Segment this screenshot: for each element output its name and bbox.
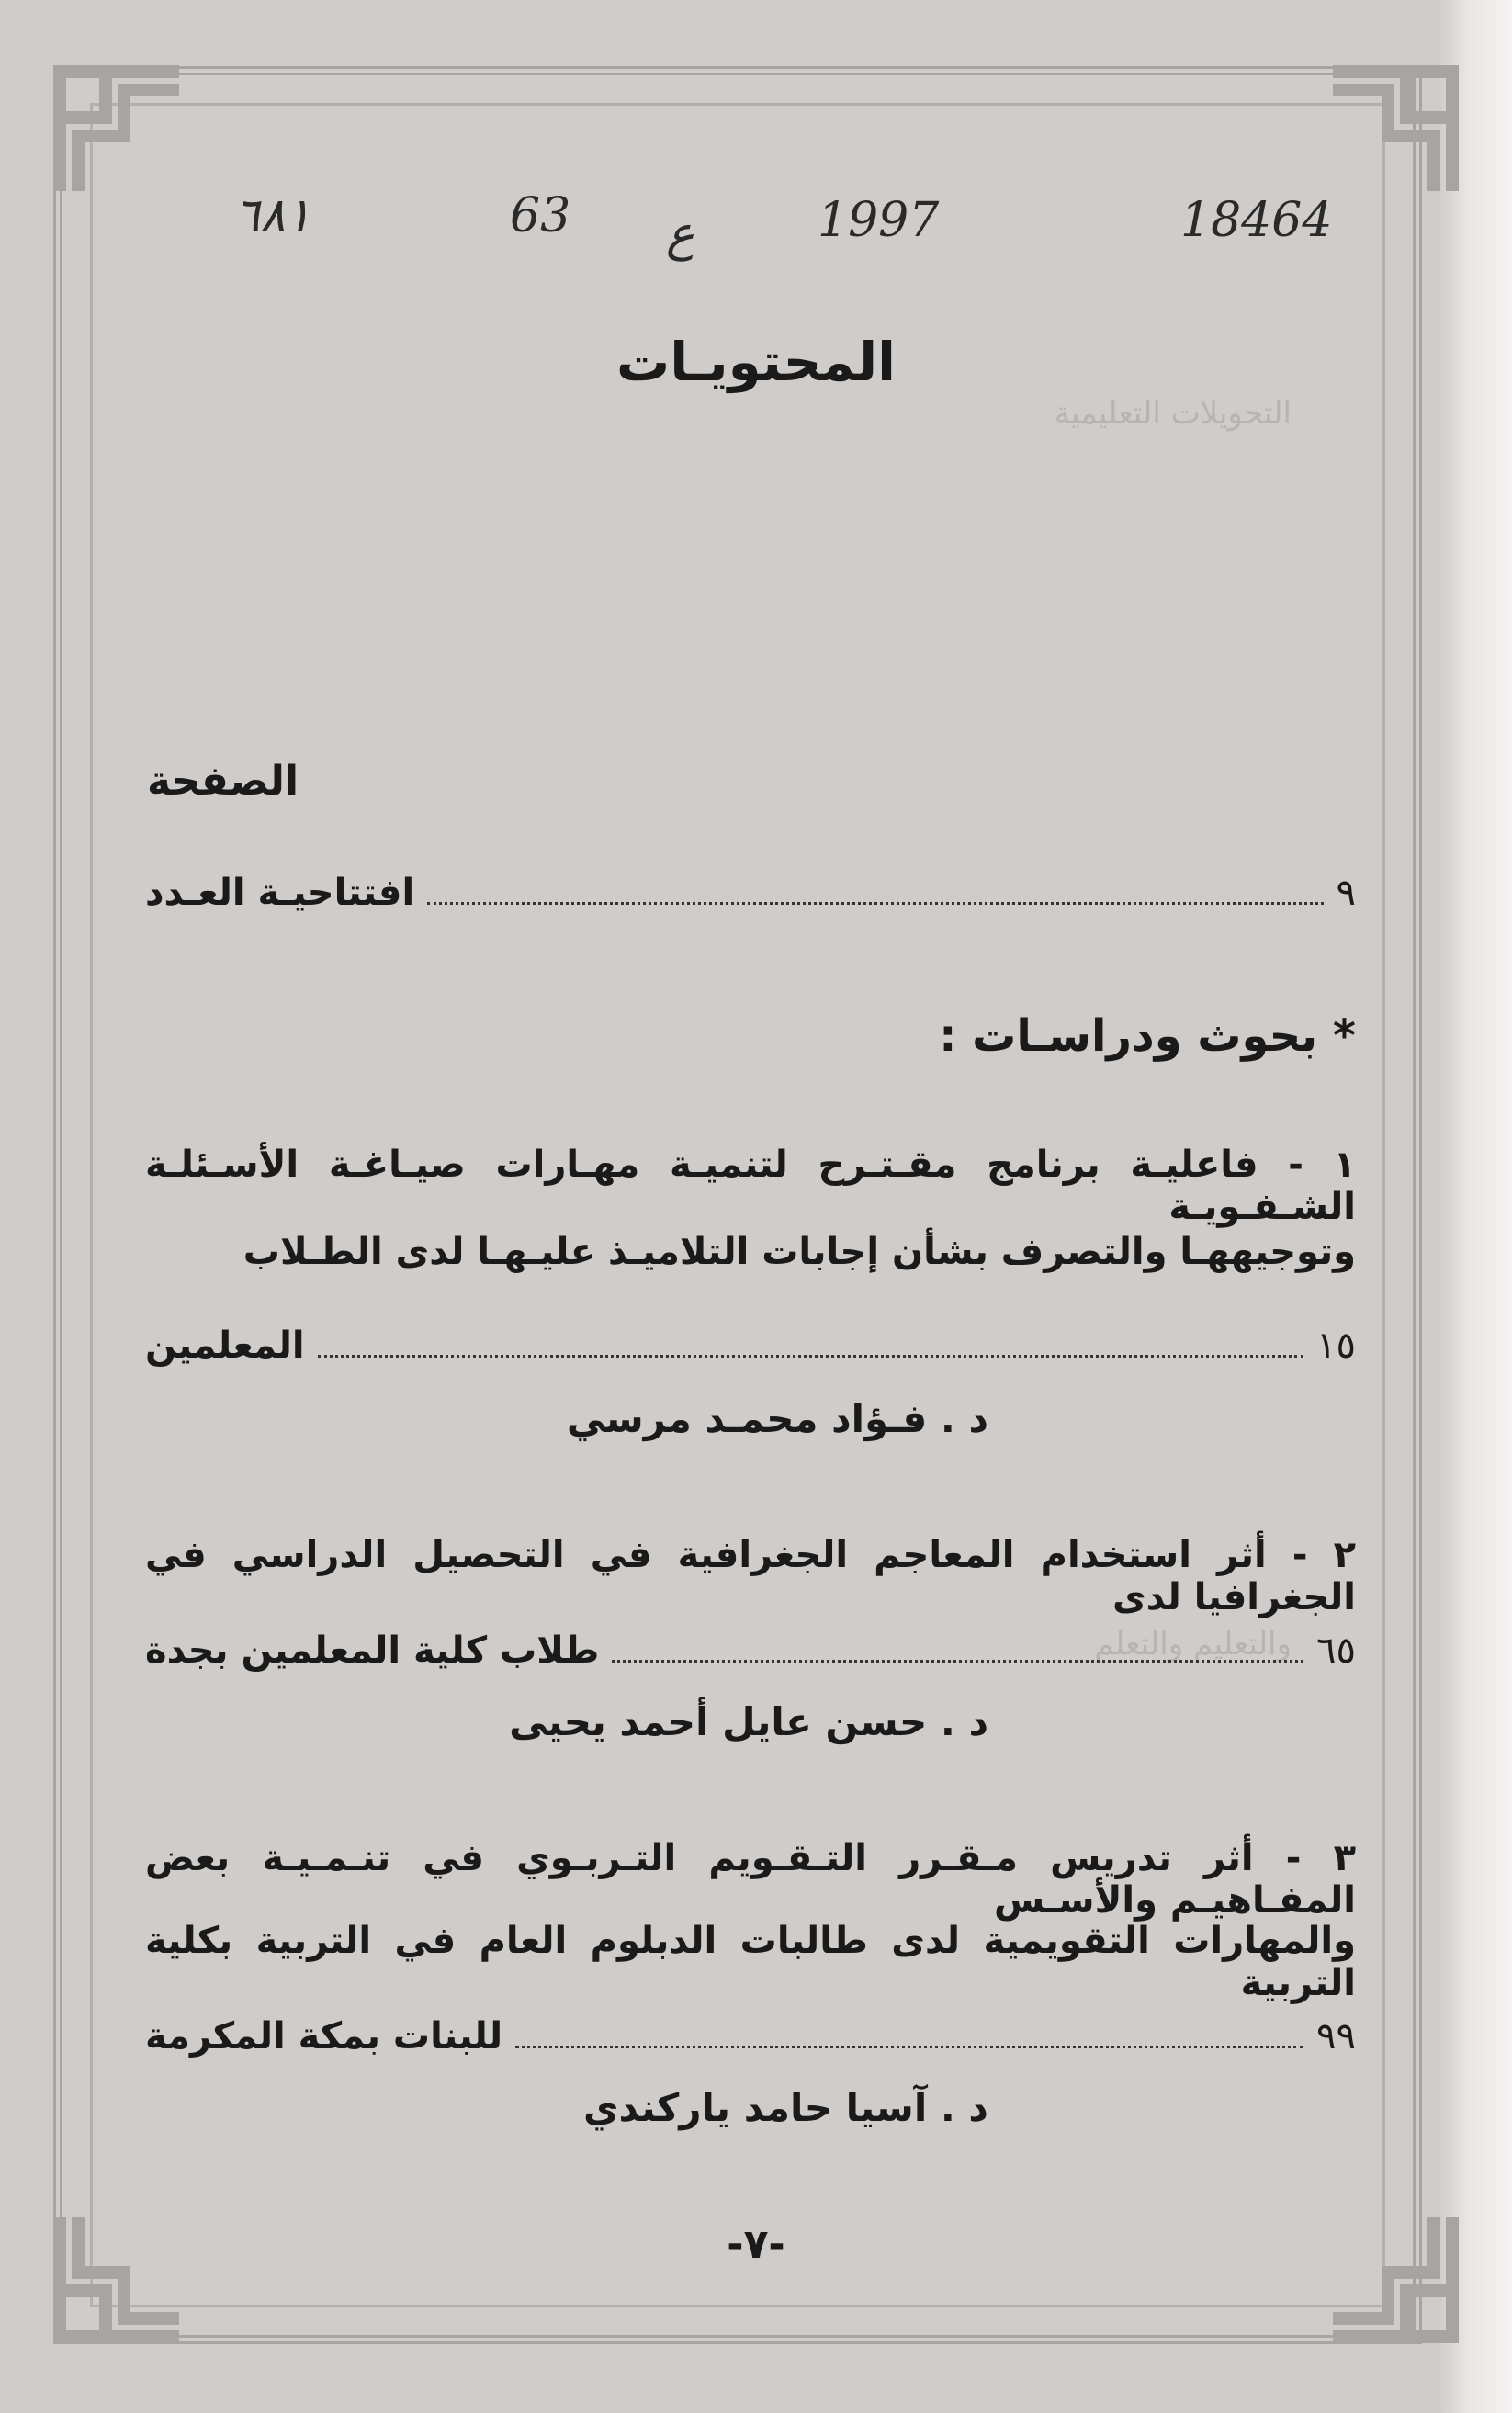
handwritten-volume: 63	[510, 188, 571, 243]
handwritten-ref-right: 18464	[1180, 193, 1333, 248]
toc-entry-title: افتتاحيـة العـدد	[145, 872, 415, 914]
toc-entry-line: ٢ - أثر استخدام المعاجم الجغرافية في التحصيل الدراسي في الجغرافيا لدى	[145, 1534, 1356, 1618]
page-column-header: الصفحة	[147, 758, 299, 805]
toc-entry-page: ٩	[1336, 872, 1356, 914]
toc-entry-author: د . آسيا حامد ياركندي	[583, 2085, 988, 2130]
page-title: المحتويـات	[615, 331, 897, 393]
toc-entry-2	[145, 1617, 1356, 1672]
corner-ornament-icon	[51, 62, 188, 200]
leader-dots	[515, 2046, 1303, 2048]
toc-entry-line: وتوجيههـا والتصرف بشأن إجابات التلاميـذ عليـهـا لدى الطـلاب	[243, 1231, 1356, 1273]
handwritten-year: 1997	[818, 193, 940, 248]
toc-entry-title: طلاب كلية المعلمين بجدة	[145, 1629, 600, 1672]
handwritten-issue: ع	[666, 207, 695, 262]
toc-entry-title: للبنات بمكة المكرمة	[145, 2015, 503, 2058]
toc-entry-line: والمهارات التقويمية لدى طالبات الدبلوم العام في التربية بكلية التربية	[145, 1920, 1356, 2004]
toc-entry-page: ٩٩	[1316, 2015, 1356, 2058]
leader-dots	[612, 1660, 1303, 1663]
section-heading: * بحوث ودراسـات :	[939, 1010, 1356, 1062]
leader-dots	[427, 902, 1323, 905]
toc-entry-line: ١ - فاعليـة برنامج مقـتـرح لتنميـة مهـارات صيـاغـة الأسـئلـة الشـفـويـة	[145, 1144, 1356, 1228]
toc-entry-author: د . فـؤاد محمـد مرسي	[566, 1396, 988, 1441]
toc-entry-page: ٦٥	[1316, 1629, 1356, 1672]
toc-entry-1	[145, 1312, 1356, 1367]
toc-entry-title: المعلمين	[145, 1325, 305, 1367]
corner-ornament-icon	[1324, 62, 1461, 200]
bleed-through-text: والتعليم والتعلم	[1094, 1626, 1292, 1663]
toc-entry-editorial	[145, 859, 1356, 914]
handwritten-ref-left: ٦٨١	[234, 188, 311, 243]
leader-dots	[318, 1355, 1303, 1358]
toc-entry-line: ٣ - أثر تدريس مـقـرر التـقـويم التـربـوي في تنـمـيـة بعض المفـاهيـم والأسـس	[145, 1837, 1356, 1922]
toc-entry-page: ١٥	[1316, 1325, 1356, 1367]
toc-entry-3	[145, 2002, 1356, 2058]
toc-entry-author: د . حسن عايل أحمد يحيى	[509, 1699, 988, 1744]
page-number: -٧-	[727, 2221, 785, 2268]
bleed-through-text: التحويلات التعليمية	[1054, 395, 1292, 432]
